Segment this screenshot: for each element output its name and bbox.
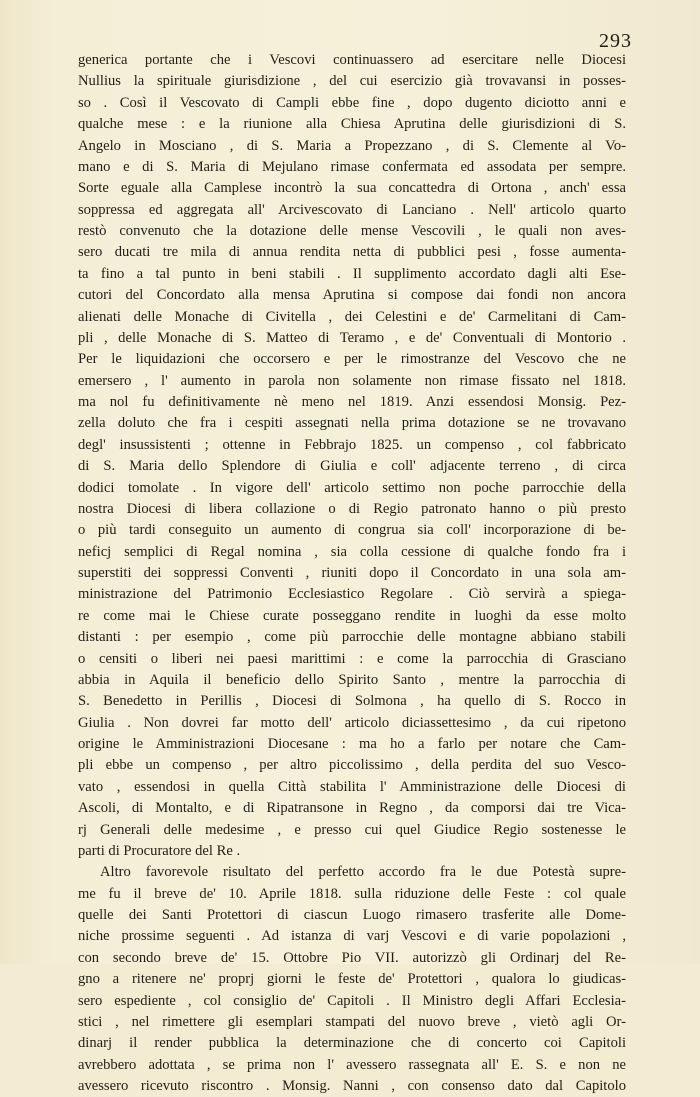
text-line: o censiti o liberi nei paesi marittimi : e come la parrocchia di Grasciano [78, 650, 626, 667]
text-line: di S. Maria dello Splendore di Giulia e coll' adjacente terreno , di circa [78, 458, 626, 475]
text-line: so . Così il Vescovato di Campli ebbe fine , dopo dugento diciotto anni e [78, 94, 626, 111]
text-line: distanti : per esempio , come più parrocchie delle montagne abbiano stabili [78, 629, 626, 646]
text-line: ma nol fu definitivamente nè meno nel 1819. Anzi essendosi Monsig. Pez- [78, 394, 626, 410]
text-line: Giulia . Non dovrei far motto dell' articolo diciassettesimo , da cui ripetono [78, 714, 626, 731]
text-line: me fu il breve de' 10. Aprile 1818. sulla riduzione delle Feste : col quale [78, 885, 626, 902]
text-line: con secondo breve de' 15. Ottobre Pio VII. autorizzò gli Ordinarj del Re- [78, 949, 626, 966]
text-line: degl' insussistenti ; ottenne in Febbrajo 1825. un compenso , col fabbricato [78, 436, 626, 453]
text-line: cutori del Concordato alla mensa Aprutina si compose dai fondi non ancora [78, 287, 626, 304]
text-line: ta fino a tal punto in beni stabili . Il supplimento accordato dagli alti Ese- [78, 265, 626, 282]
text-line: o più tardi conseguito un aumento di congrua sia coll' incorporazione di be- [78, 522, 626, 539]
page-number: 293 [599, 30, 632, 52]
text-line: niche prossime seguenti . Ad istanza di varj Vescovi e di varie popolazioni , [78, 928, 626, 945]
text-line: restò convenuto che la dotazione delle mense Vescovili , le quali non aves- [78, 223, 626, 239]
text-line: dodici tomolate . In vigore dell' articolo settimo non poche parrocchie della [78, 479, 626, 496]
text-line: avessero ricevuto riscontro . Monsig. Nanni , con consenso dato dal Capitolo [78, 1078, 626, 1094]
text-line: Ascoli, di Montalto, e di Ripatransone in Regno , da comporsi dai tre Vica- [78, 800, 626, 817]
text-line: pli ebbe un compenso , per altro piccolissimo , della perdita del suo Vesco- [78, 757, 626, 774]
text-line: zella doluto che fra i cespiti assegnati nella prima dotazione se ne trovavano [78, 415, 626, 432]
text-line: superstiti dei soppressi Conventi , riuniti dopo il Concordato in una sola am- [78, 565, 626, 581]
text-line: quelle dei Santi Protettori di ciascun Luogo rimasero trasferite alle Dome- [78, 907, 626, 923]
text-line: neficj semplici di Regal nomina , sia colla cessione di qualche fondo fra i [78, 543, 626, 560]
text-line: origine le Amministrazioni Diocesane : ma ho a farlo per notare che Cam- [78, 736, 626, 752]
text-line: sero espediente , col consiglio de' Capitoli . Il Ministro degli Affari Ecclesia- [78, 992, 626, 1009]
text-line: nostra Diocesi di libera collazione o di Regio patronato hanno o più presto [78, 500, 626, 517]
text-line: alienati delle Monache di Civitella , dei Celestini e de' Carmelitani di Cam- [78, 308, 626, 325]
text-line: vato , essendosi in quella Città stabilita l' Amministrazione delle Diocesi di [78, 778, 626, 795]
text-line: qualche mese : e la riunione alla Chiesa Aprutina delle giurisdizioni di S. [78, 116, 626, 133]
text-line: ministrazione del Patrimonio Ecclesiastico Regolare . Ciò servirà a spiega- [78, 586, 626, 603]
text-line: Nullius la spirituale giurisdizione , del cui esercizio già trovavansi in posses- [78, 73, 626, 90]
paragraph-start-line: Altro favorevole risultato del perfetto accordo fra le due Potestà supre- [100, 864, 626, 881]
text-line: gno a ritenere ne' proprj giorni le feste de' Protettori , qualora lo giudicas- [78, 971, 626, 988]
text-line: avrebbero adottata , se prima non l' avessero rassegnata all' E. S. e non ne [78, 1056, 626, 1073]
text-line: dinarj il render pubblica la determinazione che di concerto coi Capitoli [78, 1035, 626, 1052]
text-line: abbia in Aquila il beneficio dello Spirito Santo , mentre la parrocchia di [78, 671, 626, 688]
text-line: emersero , l' aumento in parola non solamente non rimase fissato nel 1818. [78, 372, 626, 389]
text-line: soppressa ed aggregata all' Arcivescovato di Lanciano . Nell' articolo quarto [78, 201, 626, 218]
body-text [78, 50, 626, 1097]
text-line: re come mai le Chiese curate posseggano rendite in luoghi da esse molto [78, 607, 626, 624]
text-line: generica portante che i Vescovi continuassero ad esercitare nelle Diocesi [78, 52, 626, 68]
text-line: mano e di S. Maria di Mejulano rimase confermata ed assodata per sempre. [78, 158, 626, 175]
paragraph-end-line: parti di Procuratore del Re . [78, 842, 241, 859]
text-line: Angelo in Mosciano , di S. Maria a Propezzano , di S. Clemente al Vo- [78, 137, 626, 154]
text-line: sero ducati tre mila di annua rendita netta di pubblici pesi , fosse aumenta- [78, 244, 626, 261]
text-line: Per le liquidazioni che occorsero e per le rimostranze del Vescovo che ne [78, 351, 626, 368]
text-line: stici , nel rimettere gli esemplari stampati del nuovo breve , vietò agli Or- [78, 1013, 626, 1030]
text-line: pli , delle Monache di S. Matteo di Teramo , e de' Conventuali di Montorio . [78, 329, 626, 346]
text-line: rj Generali delle medesime , e presso cui quel Giudice Regio sostenesse le [78, 821, 626, 838]
text-line: S. Benedetto in Perillis , Diocesi di Solmona , ha quello di S. Rocco in [78, 693, 626, 710]
text-line: Sorte eguale alla Camplese incontrò la sua concattedra di Ortona , anch' essa [78, 180, 626, 197]
